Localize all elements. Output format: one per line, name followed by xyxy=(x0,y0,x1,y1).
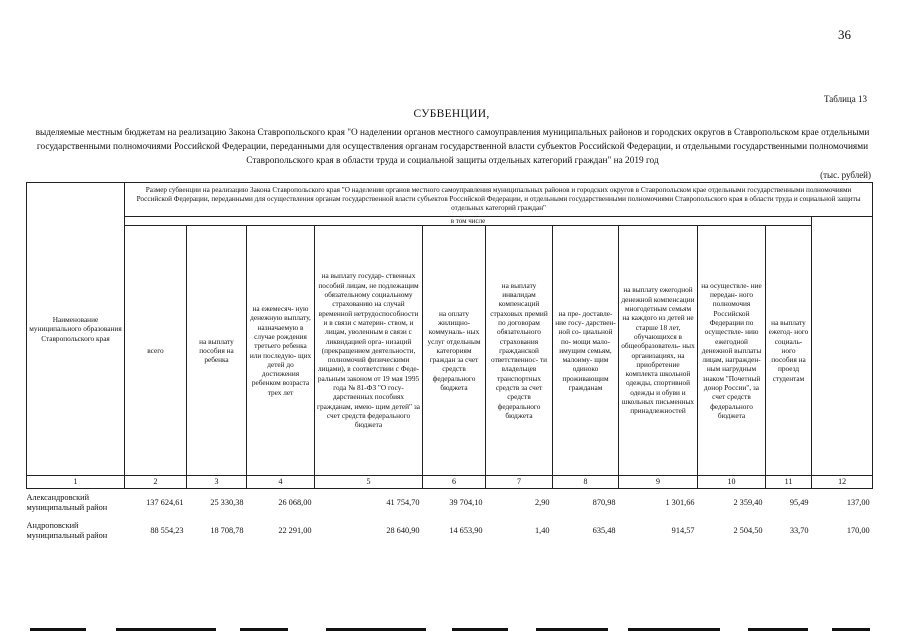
header-large-families: на выплату ежегодной денежной компенсации многодетным семьям на каждого из детей не старше 18 лет, обучающихся в общеобразователь- ных организациях, на приобретение комплекта школьной одежды, спортивной одежды и обуви и школьных письменных принадлежностей xyxy=(619,226,698,476)
value-cell: 2 359,40 xyxy=(733,497,763,507)
subsidy-table xyxy=(26,182,873,545)
page-number: 36 xyxy=(838,27,851,42)
column-number: 3 xyxy=(187,476,247,489)
header-utilities: на оплату жилищно- коммуналь- ных услуг отдельным категориям граждан за счет средств федерального бюджета xyxy=(423,226,486,476)
header-child-benefit: на выплату пособия на ребенка xyxy=(187,226,247,476)
value-cell: 14 653,90 xyxy=(449,525,483,535)
column-number: 6 xyxy=(423,476,486,489)
value-cell: 25 330,38 xyxy=(210,497,244,507)
value-cell: 1,40 xyxy=(534,525,550,535)
scan-artifact xyxy=(536,628,608,631)
column-number: 12 xyxy=(812,476,873,489)
value-cell: 39 704,10 xyxy=(449,497,483,507)
scan-artifact xyxy=(30,628,86,631)
value-cell: 914,57 xyxy=(671,525,695,535)
value-cell: 1 301,66 xyxy=(665,497,695,507)
header-insurance-compensation: на выплату инвалидам компенсаций страховых премий по договорам обязательного страхования гражданской ответственнос- ти владельцев транспортных средств за счет средств федерального бюджета xyxy=(486,226,553,476)
value-cell: 22 291,00 xyxy=(278,525,312,535)
column-number: 1 xyxy=(27,476,125,489)
value-cell: 33,70 xyxy=(789,525,809,535)
column-number: 2 xyxy=(125,476,187,489)
value-cell: 95,49 xyxy=(789,497,809,507)
value-cell: 41 754,70 xyxy=(386,497,420,507)
header-municipality: Наименование муниципального образования Ставропольского края xyxy=(27,183,125,476)
scan-artifact xyxy=(240,628,288,631)
column-number: 7 xyxy=(486,476,553,489)
column-number: 8 xyxy=(553,476,619,489)
value-cell: 170,00 xyxy=(846,525,870,535)
scan-artifact xyxy=(832,628,870,631)
value-cell: 870,98 xyxy=(592,497,616,507)
table-label: Таблица 13 xyxy=(824,94,867,104)
value-cell: 635,48 xyxy=(592,525,616,535)
table-row xyxy=(27,517,873,545)
scan-artifact xyxy=(628,628,720,631)
header-subsidy-size: Размер субвенции на реализацию Закона Ставропольского края "О наделении органов местного самоуправления муниципальных районов и городских округов в Ставропольском крае отдельными государственными полномочиями Российской Федерации, переданными для осуществления органам государственной власти субъектов Российской Федерации, и отдельными государственными полномочиями Ставропольского края в области труда и социальной защиты отдельных категорий граждан" xyxy=(125,183,873,217)
value-cell: 2 504,50 xyxy=(733,525,763,535)
units-label: (тыс. рублей) xyxy=(820,170,871,180)
header-including: в том числе xyxy=(125,217,812,226)
header-monthly-payment: на ежемесяч- ную денежную выплату, назначаемую в случае рождения третьего ребенка или последую- щих детей до достижения ребенком возраста трех лет xyxy=(247,226,315,476)
document-subtitle: выделяемые местным бюджетам на реализацию Закона Ставропольского края "О наделении органов местного самоуправления муниципальных районов и городских округов в Ставропольском крае отдельными государственными полномочиями Российской Федерации, переданными для осуществления органам государственной власти субъектов Российской Федерации, и отдельными государственными полномочиями Ставропольского края в области труда и социальной защиты отдельных категорий граждан" на 2019 год xyxy=(35,128,870,166)
value-total: 88 554,23 xyxy=(150,525,184,535)
header-blank xyxy=(812,217,873,476)
column-number: 5 xyxy=(315,476,423,489)
value-cell: 26 068,00 xyxy=(278,497,312,507)
municipality-name: Андроповский муниципальный район xyxy=(26,520,108,540)
value-cell: 28 640,90 xyxy=(386,525,420,535)
column-number: 11 xyxy=(766,476,812,489)
column-number: 9 xyxy=(619,476,698,489)
value-cell: 137,00 xyxy=(846,497,870,507)
value-total: 137 624,61 xyxy=(146,497,184,507)
column-number: 4 xyxy=(247,476,315,489)
value-cell: 2,90 xyxy=(534,497,550,507)
column-number: 10 xyxy=(698,476,766,489)
scan-artifact xyxy=(116,628,216,631)
header-state-benefits: на выплату государ- ственных пособий лицам, не подлежащим обязательному социальному страхованию на случай временной нетрудоспособности и в связи с материн- ством, и лицам, уволенным в связи с ликвидацией орга- низаций (прекращением деятельности, полномочий физическими лицами), в соответствии с Феде- ральным законом от 19 мая 1995 года № 81-ФЗ "О госу- дарственных пособиях гражданам, имею- щим детей" за счет средств федерального бюджета xyxy=(315,226,423,476)
scan-artifact xyxy=(452,628,508,631)
document-title: СУБВЕНЦИИ, xyxy=(413,108,490,120)
header-total: всего xyxy=(125,226,187,476)
header-social-assistance: на пре- доставле- ние госу- дарствен- ной со- циальной по- мощи мало- имущим семьям, малоиму- щим одиноко проживающим гражданам xyxy=(553,226,619,476)
header-student-travel: на выплату ежегод- ного социаль- ного пособия на проезд студентам xyxy=(766,226,812,476)
scan-artifact xyxy=(748,628,808,631)
header-donor-payment: на осуществле- ние передан- ного полномочия Российской Федерации по осуществле- нию ежегодной денежной выплаты лицам, награжден- ным нагрудным знаком "Почетный донор России", за счет средств федерального бюджета xyxy=(698,226,766,476)
value-cell: 18 708,78 xyxy=(210,525,244,535)
table-row xyxy=(27,489,873,517)
municipality-name: Александровский муниципальный район xyxy=(26,492,108,512)
scan-artifact xyxy=(326,628,426,631)
